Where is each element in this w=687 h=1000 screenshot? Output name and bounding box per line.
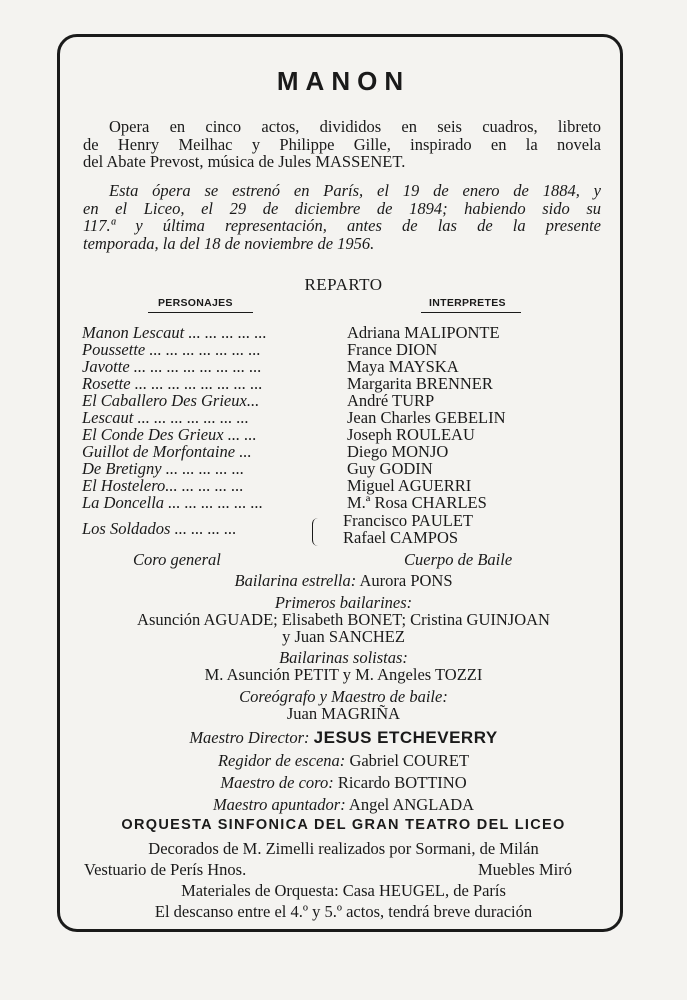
vestuario-muebles-row: Vestuario de Perís Hnos. Muebles Miró <box>84 860 572 879</box>
cast-row: Javotte ... ... ... ... ... ... ... ... Maya MAYSKA <box>82 357 459 376</box>
cast-row: La Doncella ... ... ... ... ... ... M.ª Rosa CHARLES <box>82 493 487 512</box>
personajes-header: PERSONAJES <box>158 297 253 313</box>
maestro-director: Maestro Director: JESUS ETCHEVERRY <box>189 728 498 747</box>
cast-row-soldados: Los Soldados ... ... ... ... <box>82 519 237 538</box>
primeros-names-2: y Juan SANCHEZ <box>282 627 405 646</box>
cast-row: Rosette ... ... ... ... ... ... ... ... Margarita BRENNER <box>82 374 493 393</box>
opera-description: Opera en cinco actos, divididos en seis cuadros, libreto de Henry Meilhac y Philippe Gille, inspirado en la novela del Abate Prevost, música de Jules MASSENET. <box>83 117 601 171</box>
cast-row: El Caballero Des Grieux... André TURP <box>82 391 435 410</box>
cast-row: De Bretigny ... ... ... ... ... Guy GODIN <box>82 459 433 478</box>
cast-row: Poussette ... ... ... ... ... ... ... France DION <box>82 340 438 359</box>
primeros-names: Asunción AGUADE; Elisabeth BONET; Cristina GUINJOAN <box>137 610 550 629</box>
bailarina-estrella: Bailarina estrella: Aurora PONS <box>234 571 453 590</box>
solistas-label: Bailarinas solistas: <box>279 648 408 667</box>
solistas-names: M. Asunción PETIT y M. Angeles TOZZI <box>204 665 483 684</box>
orquesta-line: ORQUESTA SINFONICA DEL GRAN TEATRO DEL LICEO <box>121 817 566 833</box>
primeros-label: Primeros bailarines: <box>274 593 413 612</box>
decorados-line: Decorados de M. Zimelli realizados por Sormani, de Milán <box>148 839 539 858</box>
reparto-heading: REPARTO <box>304 275 383 294</box>
premiere-note: Esta ópera se estrenó en París, el 19 de enero de 1884, y en el Liceo, el 29 de diciembre de 1894; habiendo sido su 117.ª y última representación, antes de las de la presente temporada, la del 18 de noviembre de 1956. <box>83 181 601 253</box>
cast-row: El Hostelero... ... ... ... ... Miguel AGUERRI <box>82 476 472 495</box>
coreografo-name: Juan MAGRIÑA <box>286 704 401 723</box>
soldados-actor: Francisco PAULET <box>343 511 474 530</box>
regidor-escena: Regidor de escena: Gabriel COURET <box>217 751 470 770</box>
opera-title: MANON <box>276 66 411 96</box>
interpretes-header: INTERPRETES <box>429 297 521 313</box>
soldados-actor: Rafael CAMPOS <box>343 528 459 547</box>
coro-baile-row: Coro general Cuerpo de Baile <box>133 550 513 569</box>
materiales-line: Materiales de Orquesta: Casa HEUGEL, de París <box>181 881 506 900</box>
cast-row: Guillot de Morfontaine ... Diego MONJO <box>82 442 449 461</box>
cast-row: Manon Lescaut ... ... ... ... ... Adriana MALIPONTE <box>82 323 500 342</box>
cast-row: El Conde Des Grieux ... ... Joseph ROULEAU <box>82 425 475 444</box>
cast-row: Lescaut ... ... ... ... ... ... ... Jean Charles GEBELIN <box>82 408 506 427</box>
maestro-apuntador: Maestro apuntador: Angel ANGLADA <box>212 795 475 814</box>
descanso-line: El descanso entre el 4.º y 5.º actos, tendrá breve duración <box>154 902 533 921</box>
maestro-coro: Maestro de coro: Ricardo BOTTINO <box>220 773 467 792</box>
interpretes-underline <box>421 312 521 313</box>
coreografo-label: Coreógrafo y Maestro de baile: <box>239 687 448 706</box>
personajes-underline <box>148 312 253 313</box>
